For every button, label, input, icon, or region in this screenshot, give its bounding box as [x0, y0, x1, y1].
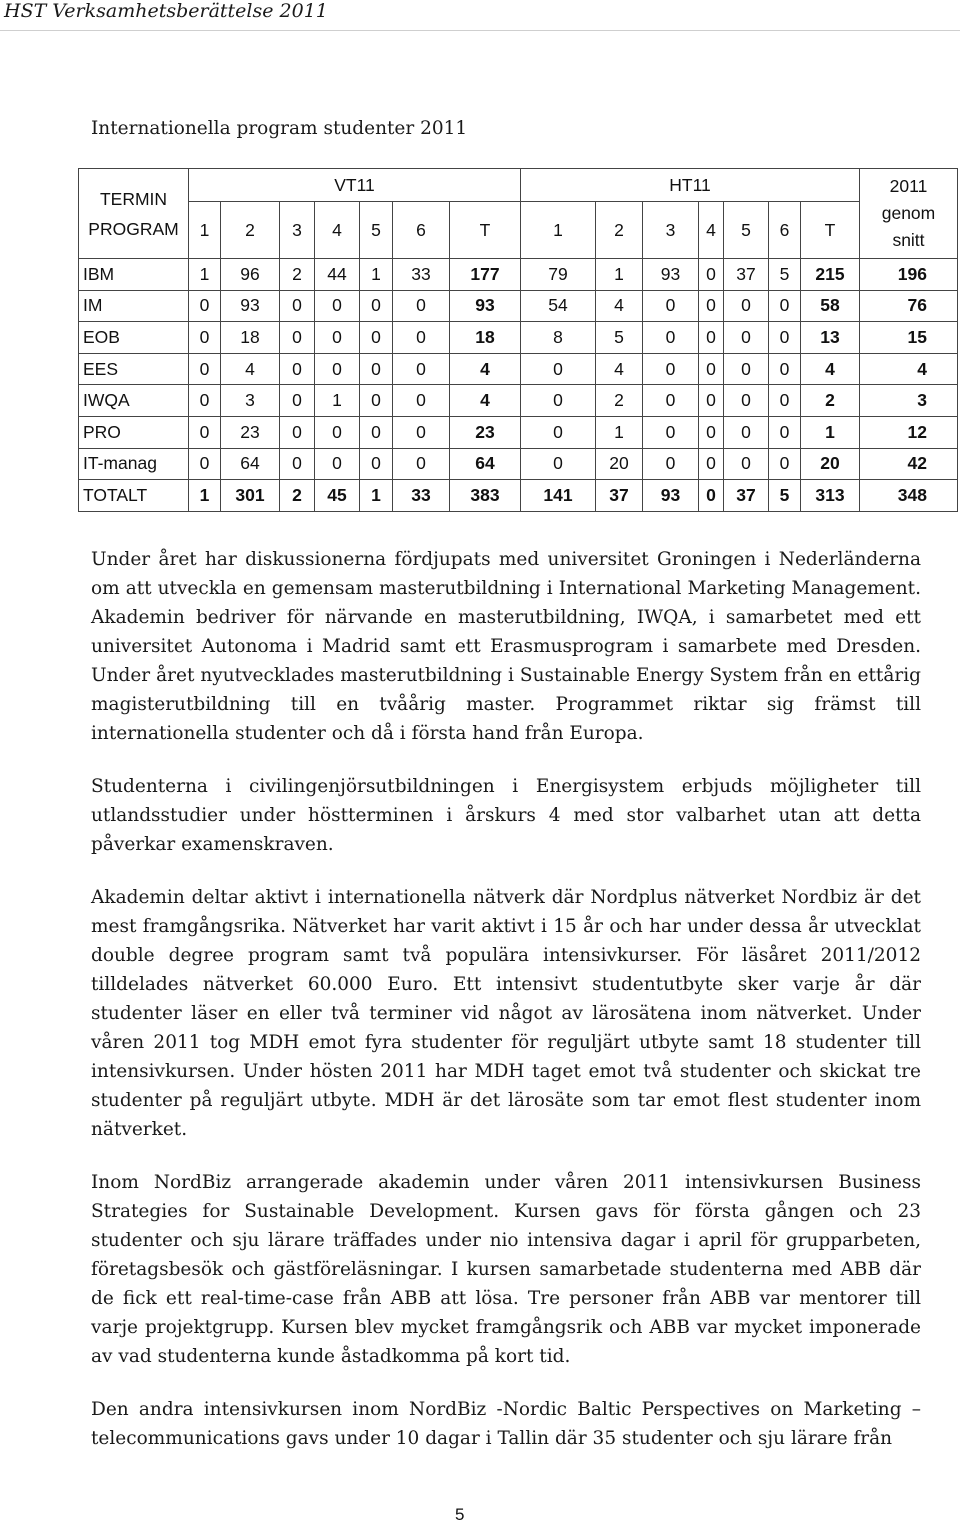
ht-cell: 0 — [643, 385, 699, 417]
ht-cell: 4 — [596, 290, 643, 322]
header-average-cell — [860, 169, 958, 259]
ht-cell: 0 — [724, 322, 769, 354]
vt-cell: 0 — [280, 416, 315, 448]
ht-cell: 0 — [724, 416, 769, 448]
vt-cell: 0 — [393, 353, 450, 385]
ht-cell: 0 — [724, 385, 769, 417]
ht-cell: 0 — [769, 353, 801, 385]
header-vt-col-5: 5 — [360, 202, 393, 259]
students-table — [78, 168, 958, 512]
header-ht-col-2: 2 — [596, 202, 643, 259]
ht-cell: 0 — [724, 448, 769, 480]
paragraph: Akademin deltar aktivt i internationella nätverk där Nordplus nätverket Nordbiz är det mest framgångsrika. Nätverket har varit aktivt i 15 år och har under dessa år utvecklat double degree program samt två populära intensivkurser. För läsåret 2011/2012 tilldelades nätverket 60.000 Euro. Ett intensivt studentutbyte sker varje år där studenter läser en eller två terminer vid något av lärosätena inom nätverket. Under våren 2011 tog MDH emot fyra studenter för reguljärt utbyte samt 18 studenter till intensivkursen. Under hösten 2011 har MDH taget emot två studenter och skickat tre studenter på reguljärt utbyte. MDH är det lärosäte som tar emot flest studenter inom nätverket. — [91, 887, 921, 1140]
header-vt-col-2: 2 — [221, 202, 280, 259]
vt-cell: 0 — [360, 322, 393, 354]
header-program-cell — [79, 169, 189, 259]
average-cell: 348 — [860, 480, 958, 512]
average-cell: 42 — [860, 448, 958, 480]
ht-cell: 0 — [769, 322, 801, 354]
header-termin: TERMIN — [99, 188, 168, 209]
ht-cell: 0 — [699, 448, 724, 480]
ht-cell: 141 — [521, 480, 596, 512]
average-cell: 3 — [860, 385, 958, 417]
vt-cell: 4 — [450, 385, 521, 417]
vt-cell: 2 — [280, 259, 315, 291]
ht-cell: 0 — [643, 416, 699, 448]
ht-cell: 0 — [521, 448, 596, 480]
vt-cell: 0 — [315, 290, 360, 322]
table-row — [79, 480, 958, 512]
paragraph: Under året har diskussionerna fördjupats med universitet Groningen i Nederländerna om att utveckla en gemensam masterutbildning i International Marketing Management. Akademin bedriver för närvande en masterutbildning, IWQA, i samarbetet med ett universitet Autonoma i Madrid samt ett Erasmusprogram i samarbete med Dresden. Under året nyutvecklades masterutbildning i Sustainable Energy System från en ettårig magisterutbildning till en tvåårig master. Programmet riktar sig främst till internationella studenter och då i första hand från Europa. — [91, 549, 921, 744]
vt-cell: 0 — [280, 290, 315, 322]
ht-cell: 0 — [724, 290, 769, 322]
header-program: PROGRAM — [88, 218, 179, 239]
ht-cell: 0 — [724, 353, 769, 385]
ht-cell: 0 — [521, 416, 596, 448]
vt-cell: 33 — [393, 480, 450, 512]
vt-cell: 1 — [315, 385, 360, 417]
table-row — [79, 290, 958, 322]
ht-cell: 0 — [521, 385, 596, 417]
ht-cell: 0 — [699, 480, 724, 512]
vt-cell: 0 — [189, 322, 221, 354]
program-cell: EOB — [79, 322, 189, 354]
header-vt-col-6: 6 — [393, 202, 450, 259]
table-row — [79, 385, 958, 417]
program-cell: TOTALT — [79, 480, 189, 512]
ht-cell: 20 — [801, 448, 860, 480]
ht-cell: 4 — [801, 353, 860, 385]
header-vt-col-3: 3 — [280, 202, 315, 259]
body-text — [91, 545, 921, 1477]
vt-cell: 0 — [360, 448, 393, 480]
table-header-row-groups — [79, 169, 958, 202]
ht-cell: 2 — [801, 385, 860, 417]
header-vt11: VT11 — [189, 169, 521, 202]
vt-cell: 45 — [315, 480, 360, 512]
vt-cell: 0 — [280, 322, 315, 354]
header-ht-col-4: 4 — [699, 202, 724, 259]
vt-cell: 0 — [393, 322, 450, 354]
header-ht-col-3: 3 — [643, 202, 699, 259]
ht-cell: 0 — [769, 290, 801, 322]
vt-cell: 18 — [221, 322, 280, 354]
table-row — [79, 353, 958, 385]
ht-cell: 0 — [769, 448, 801, 480]
header-ht-col-5: 5 — [724, 202, 769, 259]
ht-cell: 0 — [769, 385, 801, 417]
ht-cell: 0 — [643, 322, 699, 354]
ht-cell: 8 — [521, 322, 596, 354]
vt-cell: 0 — [315, 353, 360, 385]
ht-cell: 54 — [521, 290, 596, 322]
vt-cell: 96 — [221, 259, 280, 291]
vt-cell: 0 — [189, 290, 221, 322]
ht-cell: 37 — [724, 259, 769, 291]
ht-cell: 93 — [643, 480, 699, 512]
average-cell: 4 — [860, 353, 958, 385]
ht-cell: 0 — [699, 322, 724, 354]
paragraph: Inom NordBiz arrangerade akademin under våren 2011 intensivkursen Business Strategies for Sustainable Development. Kursen gavs för första gången och 23 studenter och sju lärare träffades under nio intensiva dagar i april för grupparbeten, företagsbesök och gästföreläsningar. I kursen samarbetade studenterna med ABB där de fick ett real-time-case från ABB att lösa. Tre personer från ABB var mentorer till varje projektgrupp. Kursen blev mycket framgångsrik och ABB var mycket imponerade av vad studenterna kunde åstadkomma på kort tid. — [91, 1172, 921, 1367]
vt-cell: 93 — [450, 290, 521, 322]
paragraph: Studenterna i civilingenjörsutbildningen i Energisystem erbjuds möjligheter till utlandsstudier under höstterminen i årskurs 4 med stor valbarhet utan att detta påverkar examenskraven. — [91, 776, 921, 855]
vt-cell: 0 — [360, 385, 393, 417]
vt-cell: 0 — [189, 353, 221, 385]
ht-cell: 4 — [596, 353, 643, 385]
ht-cell: 93 — [643, 259, 699, 291]
ht-cell: 0 — [769, 416, 801, 448]
table-row — [79, 416, 958, 448]
vt-cell: 0 — [315, 416, 360, 448]
vt-cell: 23 — [450, 416, 521, 448]
vt-cell: 2 — [280, 480, 315, 512]
ht-cell: 0 — [643, 448, 699, 480]
vt-cell: 33 — [393, 259, 450, 291]
vt-cell: 23 — [221, 416, 280, 448]
ht-cell: 313 — [801, 480, 860, 512]
vt-cell: 1 — [189, 480, 221, 512]
vt-cell: 0 — [189, 385, 221, 417]
table-header-row-columns — [79, 202, 958, 259]
ht-cell: 0 — [643, 290, 699, 322]
ht-cell: 5 — [596, 322, 643, 354]
header-avg-genom: genom — [881, 203, 936, 223]
vt-cell: 0 — [315, 322, 360, 354]
program-cell: IWQA — [79, 385, 189, 417]
vt-cell: 301 — [221, 480, 280, 512]
ht-cell: 0 — [699, 416, 724, 448]
program-cell: PRO — [79, 416, 189, 448]
page-number: 5 — [455, 1505, 465, 1524]
ht-cell: 215 — [801, 259, 860, 291]
average-cell: 15 — [860, 322, 958, 354]
table-row — [79, 322, 958, 354]
vt-cell: 0 — [393, 385, 450, 417]
vt-cell: 0 — [189, 416, 221, 448]
vt-cell: 0 — [360, 353, 393, 385]
ht-cell: 13 — [801, 322, 860, 354]
ht-cell: 79 — [521, 259, 596, 291]
vt-cell: 4 — [221, 353, 280, 385]
header-avg-year: 2011 — [889, 176, 928, 196]
vt-cell: 0 — [360, 290, 393, 322]
header-divider — [0, 30, 960, 31]
program-cell: IBM — [79, 259, 189, 291]
table-row — [79, 448, 958, 480]
section-title: Internationella program studenter 2011 — [91, 118, 468, 139]
paragraph: Den andra intensivkursen inom NordBiz -Nordic Baltic Perspectives on Marketing – telecommunications gavs under 10 dagar i Tallin där 35 studenter och sju lärare från — [91, 1399, 921, 1449]
vt-cell: 1 — [360, 480, 393, 512]
header-ht-col-6: 6 — [769, 202, 801, 259]
vt-cell: 18 — [450, 322, 521, 354]
vt-cell: 0 — [315, 448, 360, 480]
vt-cell: 0 — [393, 290, 450, 322]
average-cell: 76 — [860, 290, 958, 322]
header-ht-col-1: 1 — [521, 202, 596, 259]
table-row — [79, 259, 958, 291]
ht-cell: 1 — [596, 259, 643, 291]
average-cell: 196 — [860, 259, 958, 291]
ht-cell: 1 — [801, 416, 860, 448]
vt-cell: 0 — [280, 385, 315, 417]
ht-cell: 58 — [801, 290, 860, 322]
ht-cell: 20 — [596, 448, 643, 480]
vt-cell: 1 — [360, 259, 393, 291]
ht-cell: 1 — [596, 416, 643, 448]
vt-cell: 0 — [280, 448, 315, 480]
ht-cell: 0 — [643, 353, 699, 385]
ht-cell: 0 — [699, 385, 724, 417]
ht-cell: 5 — [769, 259, 801, 291]
vt-cell: 1 — [189, 259, 221, 291]
ht-cell: 37 — [596, 480, 643, 512]
vt-cell: 64 — [221, 448, 280, 480]
header-ht-col-7: T — [801, 202, 860, 259]
vt-cell: 0 — [280, 353, 315, 385]
header-ht11: HT11 — [521, 169, 860, 202]
ht-cell: 0 — [699, 259, 724, 291]
vt-cell: 177 — [450, 259, 521, 291]
ht-cell: 2 — [596, 385, 643, 417]
program-cell: EES — [79, 353, 189, 385]
vt-cell: 0 — [393, 448, 450, 480]
header-vt-col-4: 4 — [315, 202, 360, 259]
header-avg-snitt: snitt — [892, 230, 925, 250]
vt-cell: 0 — [360, 416, 393, 448]
program-cell: IM — [79, 290, 189, 322]
vt-cell: 44 — [315, 259, 360, 291]
vt-cell: 64 — [450, 448, 521, 480]
ht-cell: 37 — [724, 480, 769, 512]
vt-cell: 0 — [393, 416, 450, 448]
document-header: HST Verksamhetsberättelse 2011 — [4, 0, 328, 22]
program-cell: IT-manag — [79, 448, 189, 480]
ht-cell: 0 — [521, 353, 596, 385]
ht-cell: 5 — [769, 480, 801, 512]
ht-cell: 0 — [699, 353, 724, 385]
vt-cell: 93 — [221, 290, 280, 322]
header-vt-col-7: T — [450, 202, 521, 259]
average-cell: 12 — [860, 416, 958, 448]
vt-cell: 3 — [221, 385, 280, 417]
vt-cell: 0 — [189, 448, 221, 480]
header-vt-col-1: 1 — [189, 202, 221, 259]
vt-cell: 383 — [450, 480, 521, 512]
ht-cell: 0 — [699, 290, 724, 322]
vt-cell: 4 — [450, 353, 521, 385]
